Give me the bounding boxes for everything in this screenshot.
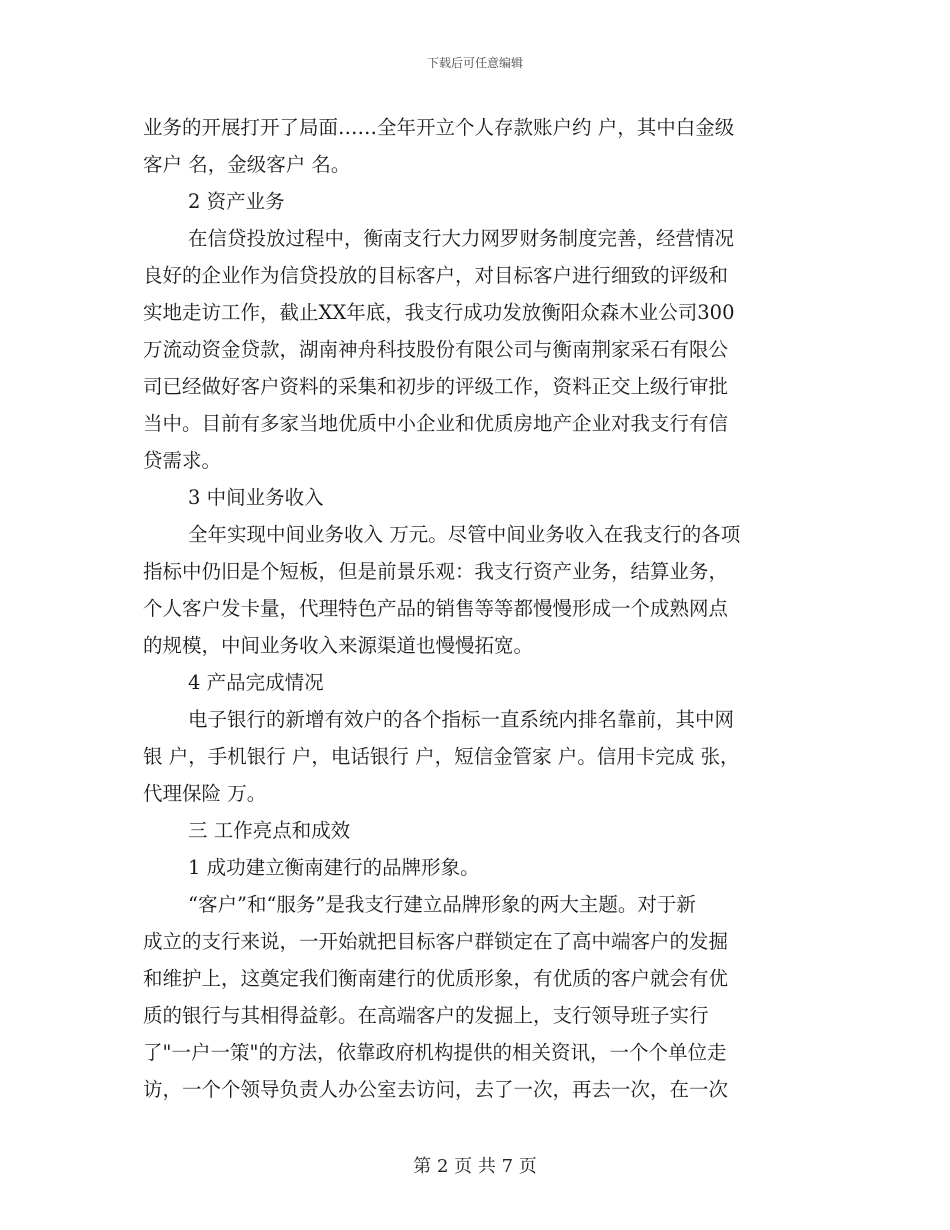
text-line: 实地走访工作，截止XX年底，我支行成功发放衡阳众森木业公司300 bbox=[143, 301, 735, 324]
text-line: 银 户，手机银行 户，电话银行 户，短信金管家 户。信用卡完成 张， bbox=[143, 745, 740, 768]
text-line: 当中。目前有多家当地优质中小企业和优质房地产企业对我支行有信 bbox=[143, 412, 729, 435]
text-line: 客户 名，金级客户 名。 bbox=[143, 153, 351, 176]
text-line: 司已经做好客户资料的采集和初步的评级工作，资料正交上级行审批 bbox=[143, 375, 729, 398]
text-line: 质的银行与其相得益彰。在高端客户的发掘上，支行领导班子实行 bbox=[143, 1004, 709, 1027]
text-line: 个人客户发卡量，代理特色产品的销售等等都慢慢形成一个成熟网点 bbox=[143, 597, 729, 620]
text-line: 万流动资金贷款，湖南神舟科技股份有限公司与衡南荆家采石有限公 bbox=[143, 338, 729, 361]
text-line: 在信贷投放过程中，衡南支行大力网罗财务制度完善，经营情况 bbox=[188, 227, 735, 250]
section-heading: 3 中间业务收入 bbox=[188, 486, 324, 509]
section-heading: 三 工作亮点和成效 bbox=[188, 819, 351, 842]
text-line: 成立的支行来说，一开始就把目标客户群锁定在了高中端客户的发掘 bbox=[143, 930, 729, 953]
text-line: 贷需求。 bbox=[143, 449, 222, 472]
text-line: 代理保险 万。 bbox=[143, 782, 267, 805]
text-line: 业务的开展打开了局面……全年开立个人存款账户约 户，其中白金级 bbox=[143, 116, 735, 139]
page-footer: 第 2 页 共 7 页 bbox=[413, 1156, 537, 1177]
text-line: 和维护上，这奠定我们衡南建行的优质形象，有优质的客户就会有优 bbox=[143, 967, 729, 990]
section-heading: 1 成功建立衡南建行的品牌形象。 bbox=[188, 856, 480, 879]
text-line: 了"一户一策"的方法，依靠政府机构提供的相关资讯，一个个单位走 bbox=[143, 1041, 727, 1064]
text-line: 的规模，中间业务收入来源渠道也慢慢拓宽。 bbox=[143, 634, 534, 657]
text-line: 访，一个个领导负责人办公室去访问，去了一次，再去一次，在一次 bbox=[143, 1078, 729, 1101]
text-line: 指标中仍旧是个短板，但是前景乐观：我支行资产业务，结算业务， bbox=[143, 560, 729, 583]
section-heading: 2 资产业务 bbox=[188, 190, 285, 213]
text-line: 良好的企业作为信贷投放的目标客户，对目标客户进行细致的评级和 bbox=[143, 264, 729, 287]
document-body bbox=[143, 109, 823, 1108]
text-line: “客户”和“服务”是我支行建立品牌形象的两大主题。对于新 bbox=[188, 893, 696, 916]
text-line: 电子银行的新增有效户的各个指标一直系统内排名靠前，其中网 bbox=[188, 708, 735, 731]
text-line: 全年实现中间业务收入 万元。尽管中间业务收入在我支行的各项 bbox=[188, 523, 741, 546]
page-header: 下载后可任意编辑 bbox=[426, 56, 523, 70]
section-heading: 4 产品完成情况 bbox=[188, 671, 324, 694]
